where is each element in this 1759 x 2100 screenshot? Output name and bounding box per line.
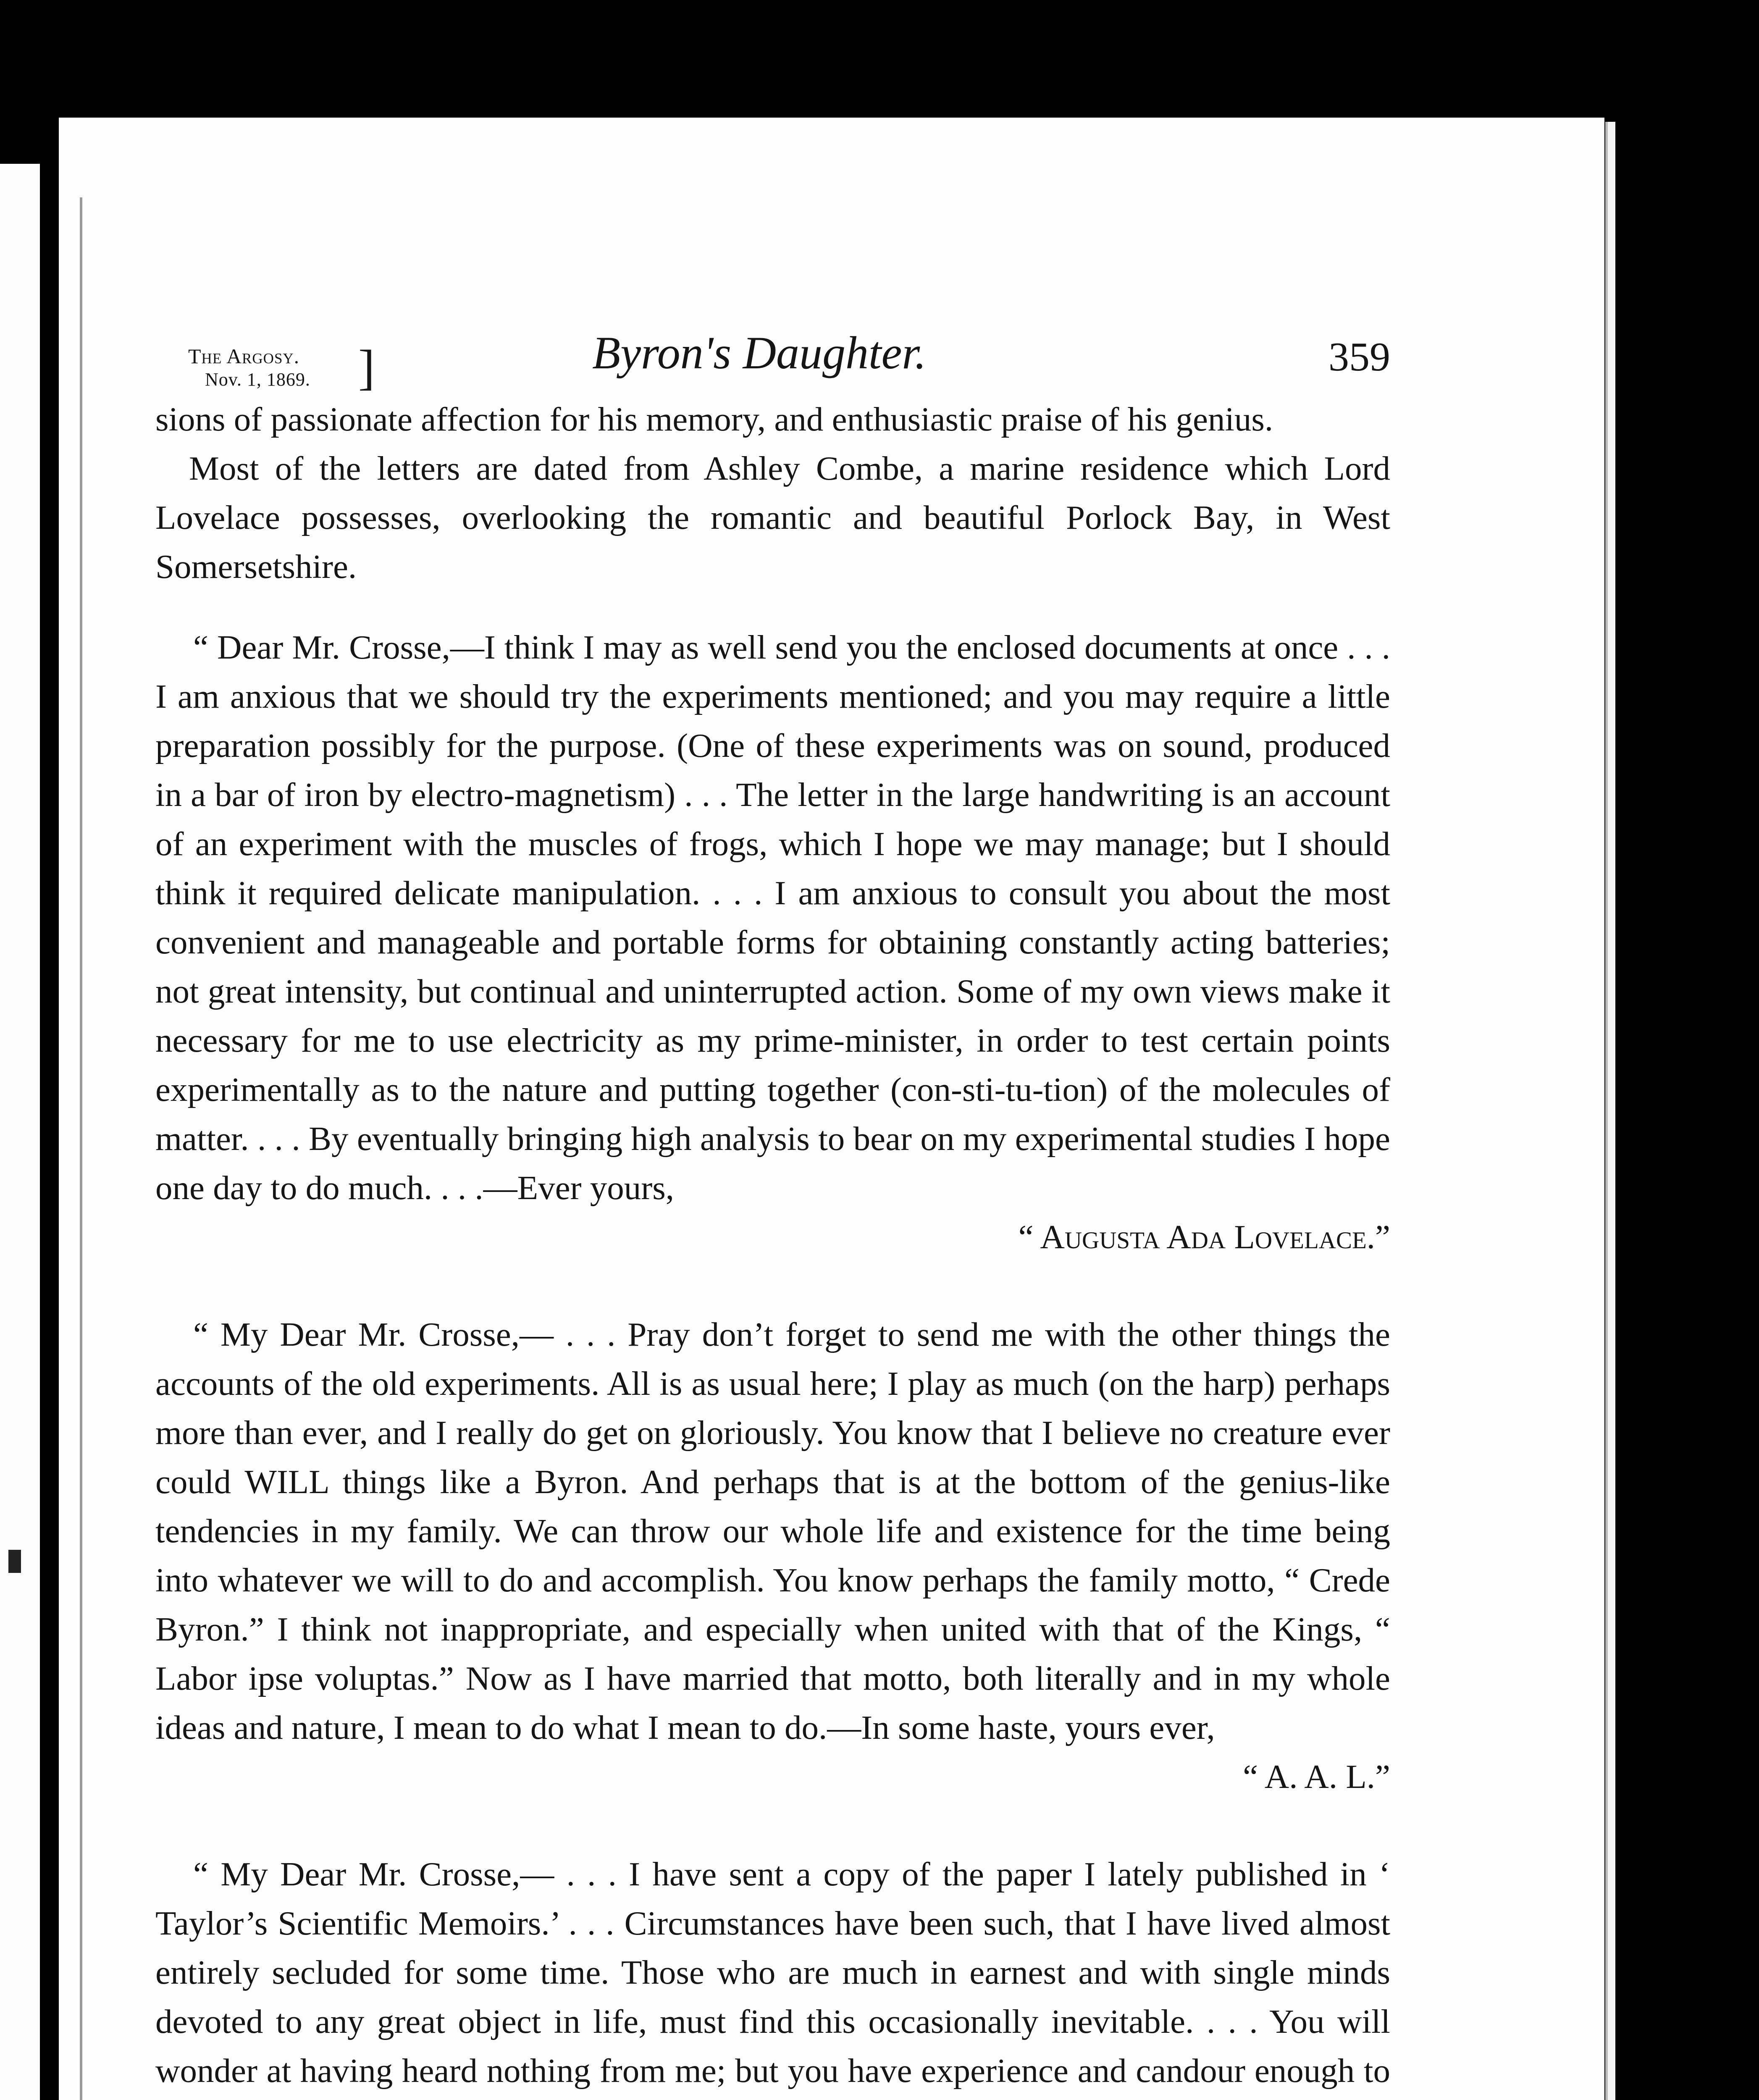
gutter-line bbox=[80, 197, 82, 2100]
spacer bbox=[155, 1801, 1390, 1850]
previous-page-edge bbox=[0, 164, 40, 2100]
letter-first-signature: “ Augusta Ada Lovelace.” bbox=[1018, 1218, 1390, 1256]
letter-second-signature: “ A. A. L.” bbox=[1243, 1758, 1390, 1796]
journal-name: The Argosy. bbox=[188, 344, 300, 368]
page-right-edge bbox=[1605, 122, 1615, 2100]
letter-first: “ Dear Mr. Crosse,—I think I may as well send you the enclosed documents at once . . . I am anxious that we should try the experiments mentioned; and you may require a little preparation possibly for the purpose. (One of these experiments was on sound, produced in a bar of iron by electro-magnetism) . . . The letter in the large handwriting is an account of an experiment with the muscles of frogs, which I hope we may manage; but I should think it required delicate manipulation. . . . I am anxious to consult you about the most convenient and manageable and portable forms for obtaining constantly acting batteries; not great intensity, but continual and uninterrupted action. Some of my own views make it necessary for me to use electricity as my prime-minister, in order to test certain points experimentally as to the nature and putting together (con-sti-tu-tion) of the molecules of matter. . . . By eventually bringing high analysis to bear on my experimental studies I hope one day to do much. . . .—Ever yours, bbox=[155, 628, 1390, 1207]
ink-mark bbox=[8, 1550, 21, 1573]
spacer bbox=[155, 1262, 1390, 1310]
letter-third: “ My Dear Mr. Crosse,— . . . I have sent a copy of the paper I lately published in ‘ Taylor’s Scientific Memoirs.’ . . . Circumstances have been such, that I have lived almost entirely secluded for some time. Those who are much in earnest and with single minds devoted to any great object in life, must find this occasionally inevitable. . . . You will wonder at having heard nothing from me; but you have experience and candour enough to bbox=[155, 1855, 1390, 2090]
paragraph-ashley-combe: Most of the letters are dated from Ashley Combe, a marine residence which Lord Lovelace possesses, overlooking the romantic and beautiful Porlock Bay, in West Somersetshire. bbox=[155, 449, 1390, 585]
page-content bbox=[155, 319, 1390, 2100]
page-header bbox=[155, 319, 1390, 395]
paragraph-continuation: sions of passionate affection for his memory, and enthusiastic praise of his genius. bbox=[155, 400, 1273, 438]
letter-second: “ My Dear Mr. Crosse,— . . . Pray don’t forget to send me with the other things the accounts of the old experiments. All is as usual here; I play as much (on the harp) perhaps more than ever, and I really do get on gloriously. You know that I believe no creature ever could WILL things like a Byron. And perhaps that is at the bottom of the genius-like tendencies in my family. We can throw our whole life and existence for the time being into whatever we will to do and accomplish. You know perhaps the family motto, “ Crede Byron.” I think not inappropriate, and especially when united with that of the Kings, “ Labor ipse voluptas.” Now as I have married that motto, both literally and in my whole ideas and nature, I mean to do what I mean to do.—In some haste, yours ever, bbox=[155, 1315, 1390, 1746]
journal-date: Nov. 1, 1869. bbox=[205, 369, 310, 390]
page-title: Byron's Daughter. bbox=[592, 327, 927, 378]
page-number: 359 bbox=[1328, 334, 1390, 380]
running-head-bracket: ] bbox=[358, 340, 375, 395]
running-head bbox=[188, 340, 375, 395]
